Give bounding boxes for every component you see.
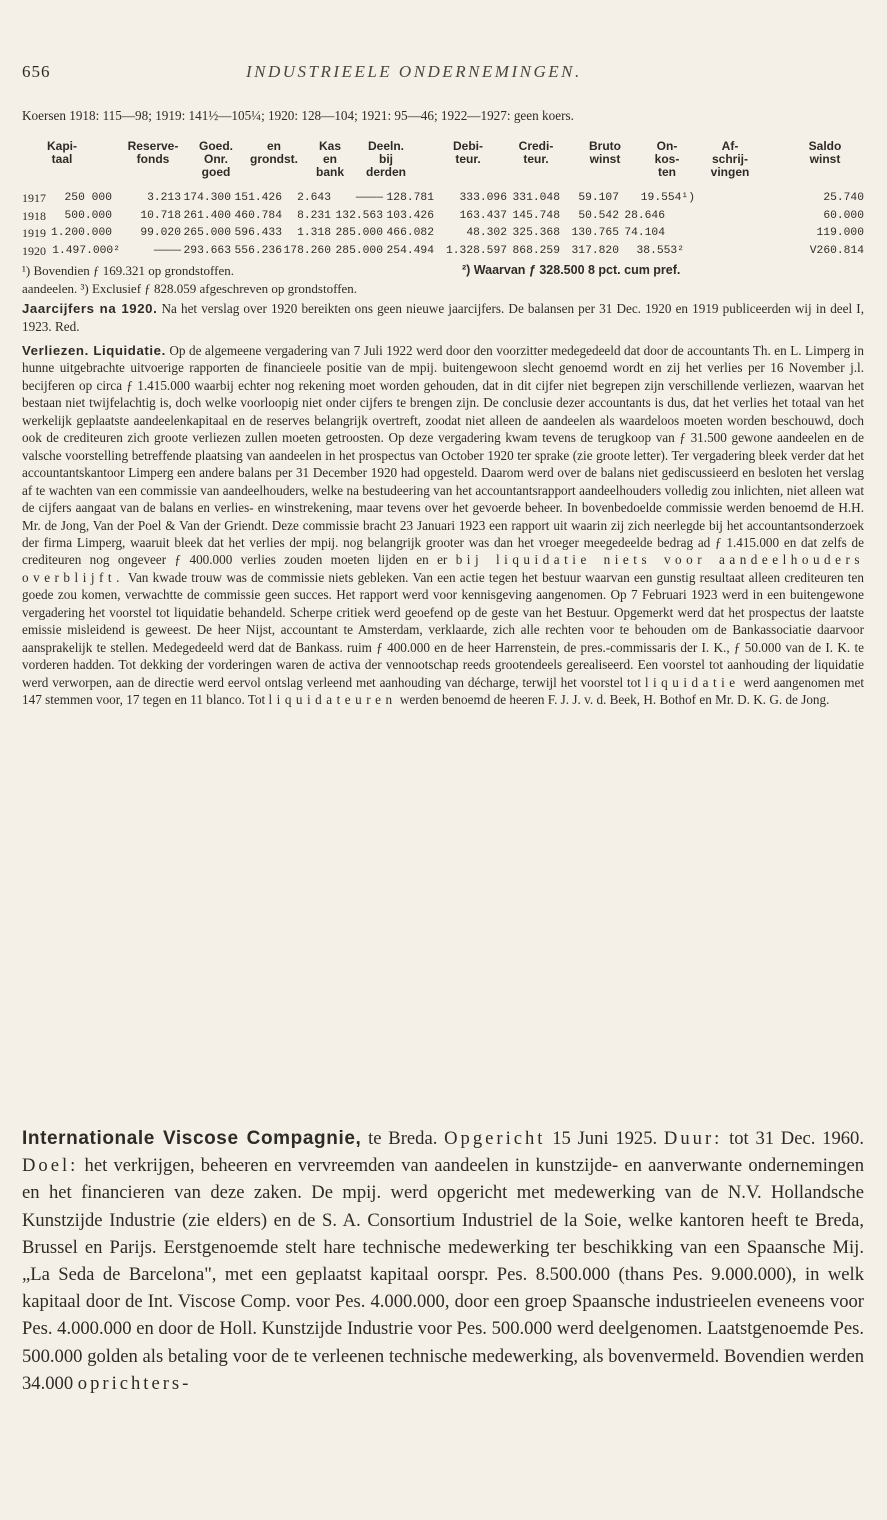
spaced-word: liquidateuren (268, 692, 397, 708)
col-header-onkosten: On- kos- ten (654, 139, 680, 179)
oprichters-label: oprichters- (77, 1372, 192, 1394)
doel-label: Doel: (22, 1155, 79, 1177)
table-row: 1917 250 000 3.213 174.300 151.426 2.643 ———— 128.781 333.096 331.048 59.107 19.554¹) 25.740 (22, 191, 864, 205)
footnote-3: aandeelen. ³) Exclusief ƒ 828.059 afgeschreven op grondstoffen. (22, 280, 358, 296)
koersen-text: Koersen 1918: 115—98; 1919: 141½—105¼; 1920: 128—104; 1921: 95—46; 1922—1927: geen koers. (22, 108, 574, 123)
jaarcijfers-heading: Jaarcijfers na 1920. (22, 301, 158, 316)
company-paragraph: Internationale Viscose Compagnie, te Breda. Opgericht 15 Juni 1925. Duur: tot 31 Dec. 1960. Doel: het verkrijgen, beheeren en vervreemden van aandeelen in kunstzijde- en aanverwante ondernemingen en het financieren van deze zaken. De mpij. werd opgericht met medewerking van de N.V. Hollandsche Kunstzijde Industrie (zie elders) en de S. A. Consortium Industriel de la Soie, welke kantoren heeft te Breda, Brussel en Parijs. Eerstgenoemde stelt hare technische medewerking ter beschikking van een Spaansche Mij. „La Seda de Barcelona", met een geplaatst kapitaal oorspr. Pes. 8.500.000 (thans Pes. 9.000.000), in welk kapitaal door de Int. Viscose Comp. voor Pes. 4.000.000, door een groep Spaansche industrieelen eveneens voor Pes. 4.000.000 en door de Holl. Kunstzijde Industrie voor Pes. 500.000 werd deelgenomen. Laatstgenoemde Pes. 500.000 golden als betaling voor de te verleenen technische medewerking, als bovenvermeld. Bovendien werden 34.000 oprichters- (22, 1128, 864, 1394)
jaarcijfers-text: Na het verslag over 1920 bereikten ons geen nieuwe jaarcijfers. De balansen per 31 Dec. 1920 en 1919 publiceerden wij in deel I, 1923. Red. (22, 301, 864, 334)
col-header-kapitaal: Kapi- taal (47, 139, 77, 166)
col-header-goed: Goed. Onr. goed (198, 139, 233, 179)
col-header-bruto-winst: Bruto winst (589, 139, 621, 166)
col-header-kas: Kas en bank (315, 139, 344, 179)
opgericht-label: Opgericht (444, 1128, 546, 1149)
page-header (22, 62, 862, 88)
table-row: 1918 500.000 10.718 261.400 460.784 8.231 132.563 103.426 163.437 145.748 50.542 28.646 60.000 (22, 208, 864, 223)
col-header-crediteur: Credi- teur. (518, 139, 554, 166)
spaced-word: liquidatie (644, 674, 740, 690)
table-row: 1919 1.200.000 99.020 265.000 596.433 1.318 285.000 466.082 48.302 325.368 130.765 74.104 119.000 (22, 226, 864, 240)
col-header-debiteur: Debi- teur. (453, 139, 483, 166)
verliezen-heading: Verliezen. Liquidatie. (22, 343, 166, 358)
table-row: 1920 1.497.000² ———— 293.663 556.236 178.260 285.000 254.494 1.328.597 868.259 317.820 38.553² V260.814 (22, 243, 864, 258)
running-title: INDUSTRIEELE ONDERNEMINGEN. (246, 62, 582, 81)
col-header-grondst: en grondst. (250, 139, 298, 166)
col-header-reserve: Reserve- fonds (127, 139, 179, 166)
jaarcijfers-paragraph (22, 300, 864, 335)
footnote-1: ¹) Bovendien ƒ 169.321 op grondstoffen. (22, 263, 234, 278)
col-header-afschrijvingen: Af- schrij- vingen (710, 139, 750, 179)
spaced-phrase: bij liquidatie niets voor aandeelhouders overblijft. (22, 552, 865, 585)
company-name: Internationale Viscose Compagnie, (22, 1128, 362, 1149)
footnotes (22, 262, 864, 297)
col-header-deeln: Deeln. bij derden (365, 139, 406, 179)
col-header-saldo-winst: Saldo winst (808, 139, 842, 166)
duur-label: Duur: (663, 1128, 723, 1149)
financial-table (22, 190, 864, 260)
page-number: 656 (22, 62, 51, 81)
koersen-line (22, 107, 864, 125)
verliezen-paragraph: Verliezen. Liquidatie. Op de algemeene vergadering van 7 Juli 1922 werd door den voorzitter medegedeeld dat door de accountants Th. en L. Limperg in hunne uitgebrachte uitvoerige rapporten de financieele positie van de mpij. buitengewoon slecht genoemd wordt en zij het verlies per 16 November j.l. becijferen op circa ƒ 1.415.000 waarbij echter nog rekening moet worden gehouden, dat in dit cijfer niet begrepen zijn verschillende verliezen, waarvan het bestaan niet twijfelachtig is, doch welke voorloopig niet onder cijfers te brengen zijn. De conclusie dezer accountants is dus, dat het verlies het totaal van het werkelijk geplaatste aandeelenkapitaal en de reserves belangrijk overtreft, zoodat niet alleen de aandeelen als waardeloos moeten worden beschouwd, doch ook de crediteuren zich groote verliezen zullen moeten getroosten. Op deze vergadering kwam tevens de terugkoop van ƒ 31.500 gewone aandeelen en de valsche voorstelling betreffende plaatsing van aandeelen in het prospectus van October 1920 ter sprake (zie groote letter). Ter vergadering bleek verder dat het accountantskantoor Limperg een andere balans per 31 December 1920 had opgesteld. Daarom werd over de balans niet gediscussieerd en besloten het verslag af te wachten van een commissie van aandeelhouders, welke na bestudeering van het accountantsrapport aandeelhouders volledig zou inlichten, niet alleen wat de cijfers aangaat van de balans en verlies- en winstrekening, maar tevens over het gevoerde beheer. In bovenbedoelde commissie werden benoemd de H.H. Mr. de Jong, Van der Poel & Van der Griendt. Deze commissie bracht 23 Januari 1923 een rapport uit waarin zij zich neerlegde bij het accountantsonderzoek der firma Limperg, waaruit bleek dat het verlies der mpij. nog belangrijk grooter was dan het vroeger meegedeelde bedrag ad ƒ 1.415.000 en dat zelfs de crediteuren nog ongeveer ƒ 400.000 verlies zouden moeten lijden en er bij liquidatie niets voor aandeelhouders overblijft. Van kwade trouw was de commissie niets gebleken. Van een actie tegen het bestuur waarvan een gunstig resultaat alleen crediteuren ten goede zou komen, verwachtte de commissie geen succes. Het rapport werd voor kennisgeving aangenomen. Op 7 Februari 1923 werd in een buitengewone vergadering het voorstel tot liquidatie behandeld. Scherpe critiek werd geoefend op de geste van het Bestuur. Opgemerkt werd dat het prospectus der laatste emissie misleidend is geweest. De heer Nijst, accountant te Amsterdam, verklaarde, zich alle rechten voor te behouden om de Bankassociatie daarvoor aansprakelijk te stellen. Medegedeeld werd dat de Bankass. ruim ƒ 400.000 en de heer Harrenstein, de pres.-commissaris der I. K., ƒ 50.000 van de I. K. te vorderen hadden. Tot dekking der vorderingen waren de activa der vennootschap reeds grootendeels gerealiseerd. Een voorstel tot aanhouding der liquidatie werd verworpen, aan de directie werd eervol ontslag verleend met aanhouding van décharge, terwijl het voorstel tot liquidatie werd aangenomen met 147 stemmen voor, 17 tegen en 11 blanco. Tot liquidateuren werden benoemd de heeren F. J. J. v. d. Beek, H. Bothof en Mr. D. K. G. de Jong. (22, 343, 865, 708)
footnote-2: ²) Waarvan ƒ 328.500 8 pct. cum pref. (462, 263, 681, 277)
